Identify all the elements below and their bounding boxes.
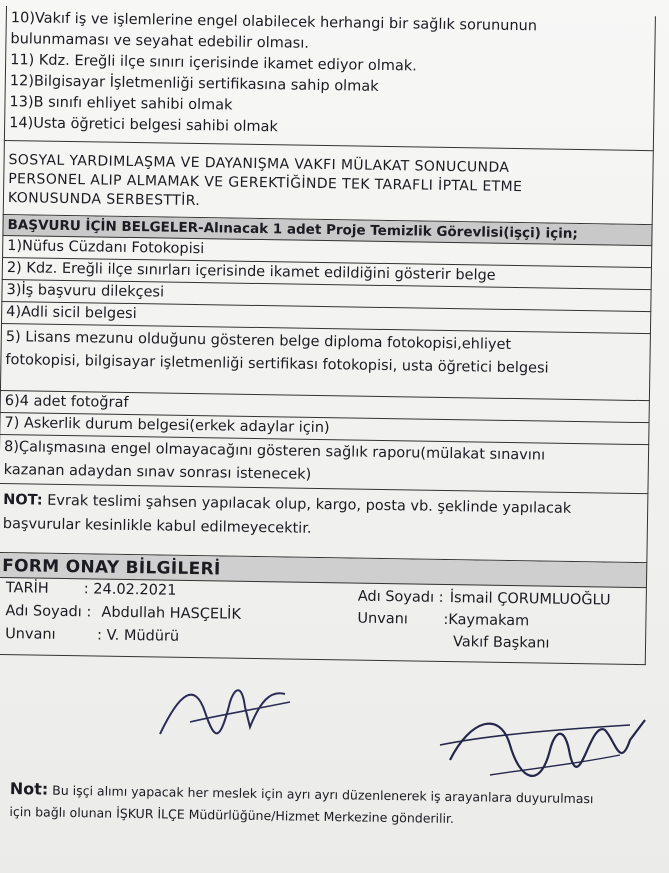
document-item: 8)Çalışmasına engel olmayacağını gösteren sağlık raporu(mülakat sınavını kazanan adaydan sınav sonrası istenecek): [0, 435, 649, 494]
document-item: 7) Askerlik durum belgesi(erkek adaylar için): [0, 413, 650, 445]
right-title-label: Unvanı: [357, 610, 409, 628]
notice-line: SOSYAL YARDIMLAŞMA VE DAYANIŞMA VAKFI MÜLAKAT SONUCUNDA: [8, 152, 510, 176]
submission-note: [0, 484, 648, 563]
footer-note-label: Not:: [9, 778, 49, 799]
notice-line: PERSONEL ALIP ALMAMAK VE GEREKTİĞİNDE TEK TARAFLI İPTAL ETME: [8, 171, 523, 196]
right-title-value: :Kaymakam: [443, 611, 530, 630]
left-title-label: Unvanı: [5, 626, 56, 643]
left-name-value: Abdullah HASÇELİK: [101, 604, 242, 623]
form-approval-header: FORM ONAY BİLGİLERİ: [0, 553, 647, 588]
right-name-label: Adı Soyadı :: [357, 588, 444, 606]
footer-note-text: Bu işçi alımı yapacak her meslek için ayrı ayrı düzenlenerek iş arayanlara duyurulması: [48, 782, 594, 807]
note-label: NOT:: [3, 492, 43, 509]
condition-line: bulunmaması ve seyahat edebilir olması.: [10, 31, 310, 52]
document-item: 2) Kdz. Ereğli ilçe sınırları içerisinde ikamet edildiğini gösterir belge: [2, 258, 652, 290]
signature-left-icon: [150, 672, 300, 752]
condition-line: 14)Usta öğretici belgesi sahibi olmak: [9, 115, 278, 136]
footer-note: [9, 778, 660, 833]
application-form: [0, 6, 656, 665]
document-item: 1)Nüfus Cüzdanı Fotokopisi: [2, 236, 652, 268]
approval-block: [0, 578, 647, 665]
condition-line: 13)B sınıfı ehliyet sahibi olmak: [9, 94, 233, 114]
document-item: 4)Adli sicil belgesi: [1, 302, 651, 334]
condition-line: 11) Kdz. Ereğli ilçe sınırı içerisinde ikamet ediyor olmak.: [10, 52, 417, 75]
right-name-value: İsmail ÇORUMLUOĞLU: [449, 590, 611, 609]
condition-line: 10)Vakıf iş ve işlemlerine engel olabilecek herhangi bir sağlık sorununun: [10, 10, 538, 35]
condition-line: 12)Bilgisayar İşletmenliği sertifikasına sahip olmak: [9, 73, 379, 95]
right-title-value-2: Vakıf Başkanı: [452, 634, 550, 652]
note-text: başvurular kesinlikle kabul edilmeyecektir.: [2, 516, 312, 537]
notice-line: KONUSUNDA SERBESTTİR.: [7, 190, 201, 210]
documents-header: BAŞVURU İÇİN BELGELER-Alınacak 1 adet Proje Temizlik Görevlisi(işçi) için;: [2, 215, 652, 246]
footer-note-text: için bağlı olunan İŞKUR İLÇE Müdürlüğüne/Hizmet Merkezine gönderilir.: [9, 803, 455, 826]
left-name-label: Adı Soyadı :: [5, 603, 92, 621]
document-item: 3)İş başvuru dilekçesi: [1, 280, 651, 312]
note-text: Evrak teslimi şahsen yapılacak olup, kargo, posta vb. şeklinde yapılacak: [42, 492, 572, 517]
document-item: 5) Lisans mezunu olduğunu gösteren belge diploma fotokopisi,ehliyet fotokopisi, bilgisayar işletmenliği sertifikası fotokopisi, usta öğretici belgesi: [0, 324, 651, 401]
left-title-value: : V. Müdürü: [96, 627, 180, 645]
conditions-list: [4, 6, 656, 151]
foundation-notice: [3, 141, 654, 225]
date-value: : 24.02.2021: [83, 581, 177, 599]
document-item: 6)4 adet fotoğraf: [0, 391, 650, 423]
date-label: TARİH: [5, 580, 49, 597]
